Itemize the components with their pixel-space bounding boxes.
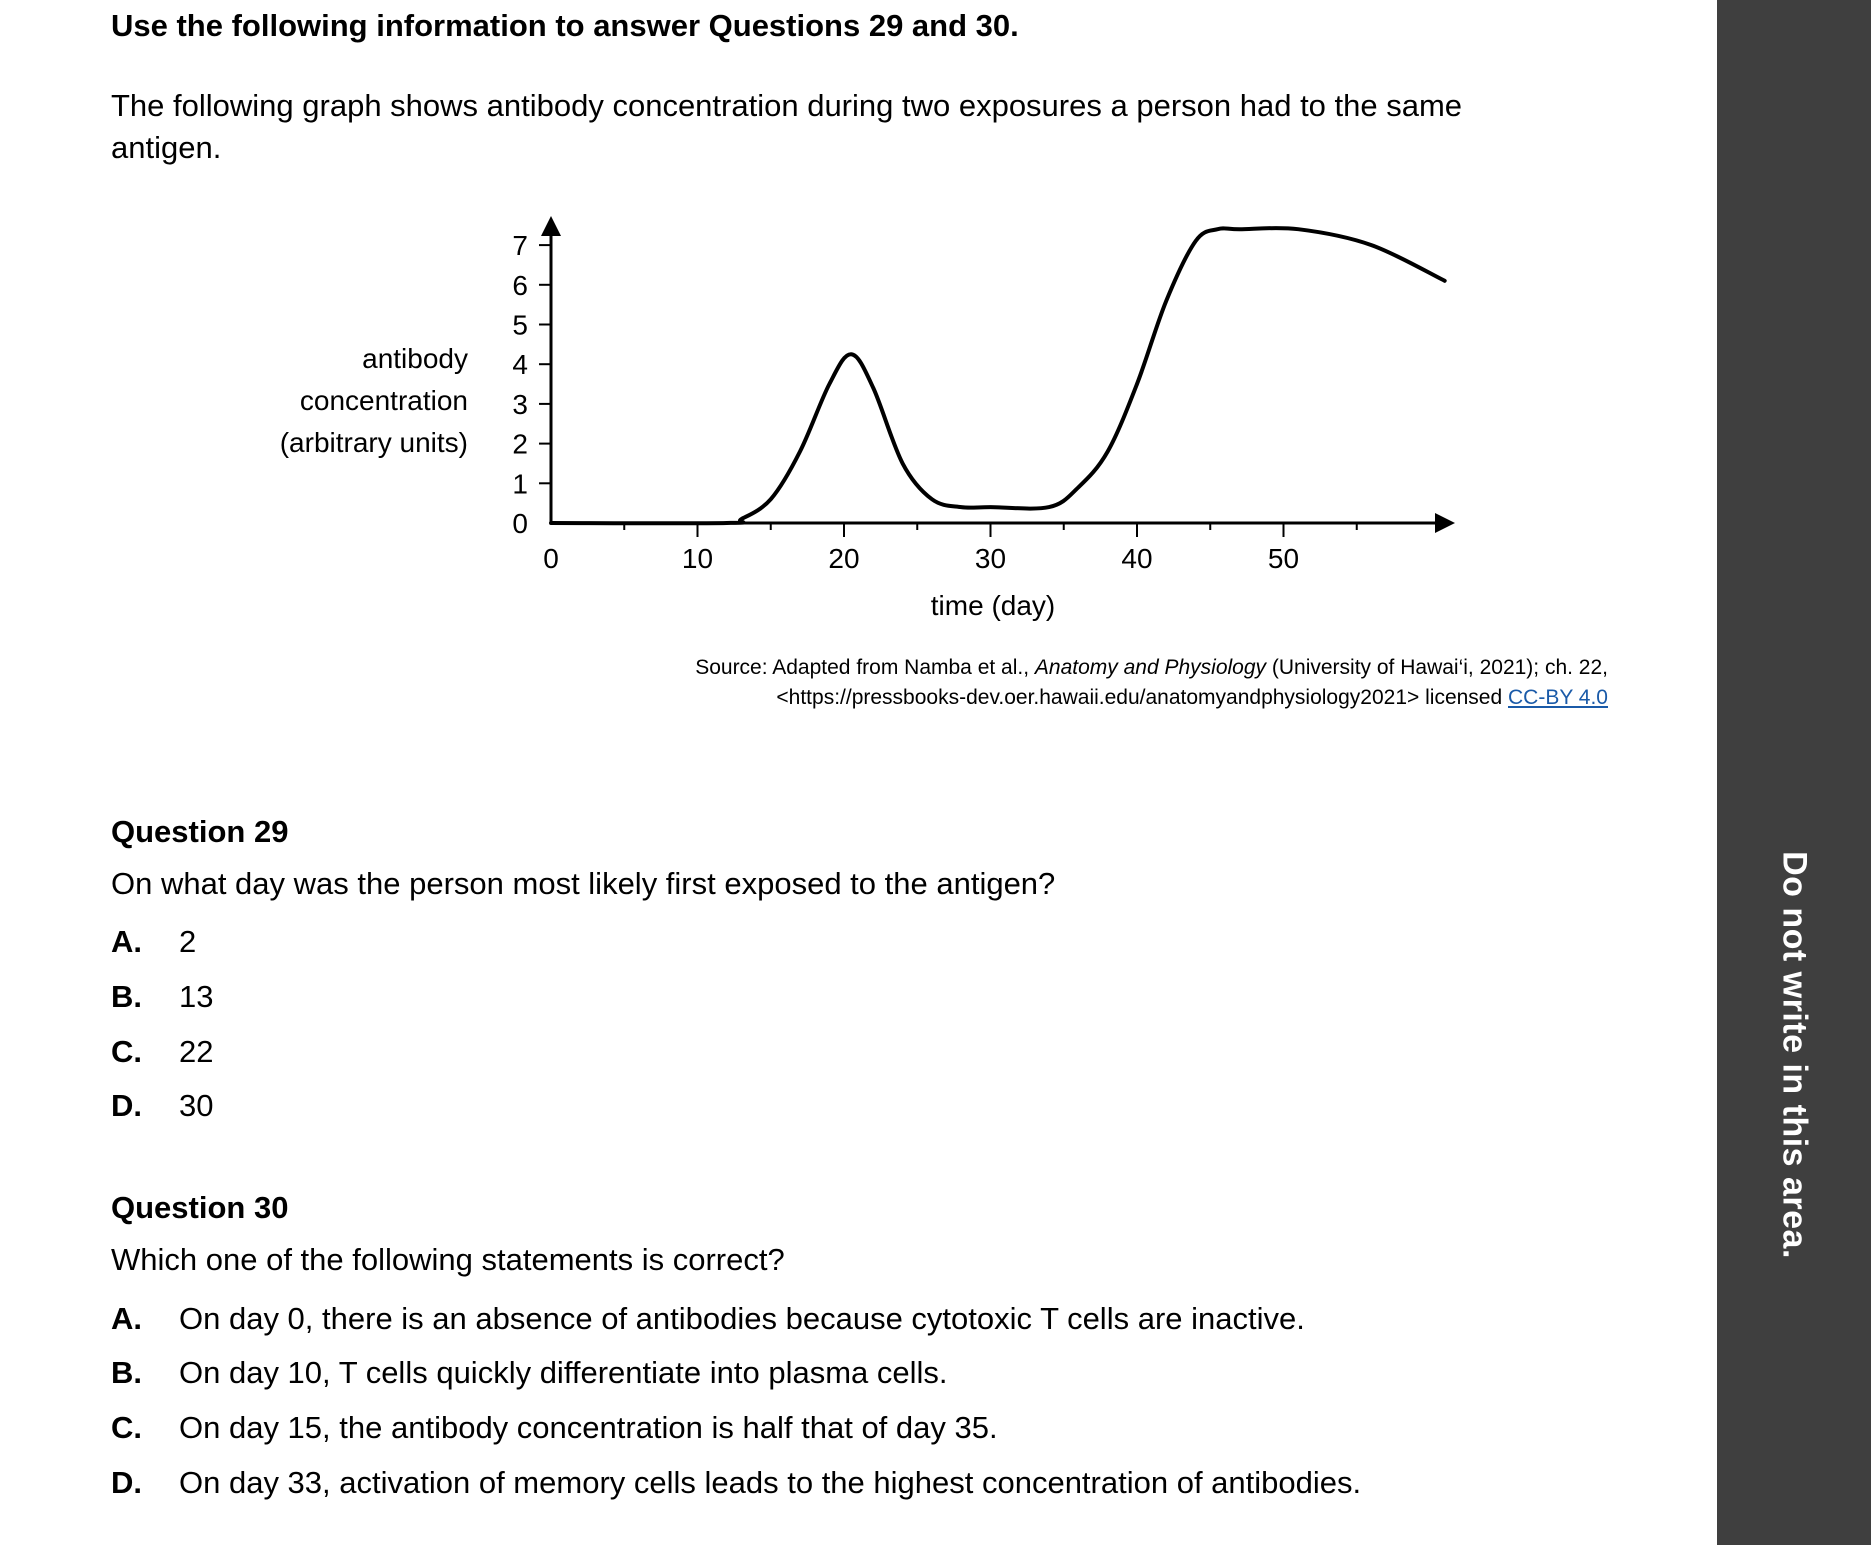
x-tick-label: 10	[681, 543, 714, 574]
option-letter: C.	[111, 1410, 142, 1445]
do-not-write-sidebar	[1717, 0, 1871, 1545]
source-book-title: Anatomy and Physiology	[1034, 656, 1267, 679]
chart-axes	[512, 216, 1455, 574]
antibody-curve-line	[551, 228, 1445, 523]
y-tick-label: 4	[512, 349, 528, 381]
source-suffix: (University of Hawai‘i, 2021); ch. 22,	[1266, 656, 1608, 679]
option-text: 2	[179, 924, 197, 959]
option-text: On day 10, T cells quickly differentiate into plasma cells.	[179, 1355, 948, 1390]
option-letter: C.	[111, 1034, 142, 1069]
option-text: On day 0, there is an absence of antibodies because cytotoxic T cells are inactive.	[179, 1301, 1305, 1336]
y-tick-label: 0	[512, 508, 528, 539]
option-letter: D.	[111, 1465, 142, 1500]
x-tick-label: 50	[1267, 543, 1300, 574]
option-text: On day 33, activation of memory cells leads to the highest concentration of antibodies.	[179, 1465, 1362, 1500]
option-text: On day 15, the antibody concentration is half that of day 35.	[179, 1410, 998, 1445]
intro-heading: Use the following information to answer Questions 29 and 30.	[111, 8, 1019, 43]
x-tick-label: 20	[828, 543, 860, 574]
x-tick-label: 40	[1121, 543, 1153, 574]
option-letter: B.	[111, 979, 142, 1014]
y-tick-label: 2	[512, 428, 528, 460]
option-letter: A.	[111, 1301, 142, 1336]
q30-option-d[interactable]	[111, 1465, 1361, 1501]
question-30-text: Which one of the following statements is correct?	[111, 1242, 785, 1277]
source-prefix: Source: Adapted from Namba et al.,	[695, 656, 1035, 679]
question-30-title: Question 30	[111, 1190, 289, 1225]
y-tick-label: 5	[512, 309, 528, 341]
y-tick-label: 7	[512, 230, 528, 262]
q30-option-c[interactable]	[111, 1410, 998, 1446]
option-letter: A.	[111, 924, 142, 959]
chart-x-axis-label: time (day)	[930, 590, 1056, 621]
q29-option-d[interactable]	[111, 1088, 213, 1124]
option-letter: D.	[111, 1088, 142, 1123]
x-tick-label: 30	[974, 543, 1007, 574]
option-letter: B.	[111, 1355, 142, 1390]
q29-option-c[interactable]	[111, 1034, 213, 1070]
y-tick-label: 3	[512, 388, 528, 420]
source-line-1	[560, 653, 1608, 683]
y-axis-label-line-3: (arbitrary units)	[279, 427, 468, 458]
do-not-write-label: Do not write in this area.	[1775, 851, 1814, 1259]
y-tick-label: 6	[512, 269, 528, 301]
source-citation	[560, 653, 1608, 713]
q29-option-b[interactable]	[111, 979, 213, 1015]
option-text: 13	[179, 979, 214, 1014]
question-29-title: Question 29	[111, 814, 289, 849]
y-tick-label: 1	[512, 468, 528, 500]
source-url: <https://pressbooks-dev.oer.hawaii.edu/anatomyandphysiology2021> licensed	[776, 686, 1508, 709]
y-axis-label-line-2: concentration	[299, 385, 468, 416]
q30-option-b[interactable]	[111, 1355, 948, 1391]
q29-option-a[interactable]	[111, 924, 196, 960]
x-axis-arrow	[1435, 513, 1455, 533]
question-29-text: On what day was the person most likely first exposed to the antigen?	[111, 866, 1056, 901]
x-tick-label: 0	[543, 543, 559, 574]
license-link[interactable]: CC-BY 4.0	[1508, 686, 1608, 709]
source-line-2	[560, 683, 1608, 713]
q30-option-a[interactable]	[111, 1301, 1305, 1337]
y-axis-label-line-1: antibody	[362, 343, 468, 374]
intro-description: The following graph shows antibody concentration during two exposures a person had to the same antigen.	[111, 88, 1463, 165]
option-text: 30	[179, 1088, 214, 1123]
y-axis-arrow	[541, 216, 561, 236]
option-text: 22	[179, 1034, 214, 1069]
